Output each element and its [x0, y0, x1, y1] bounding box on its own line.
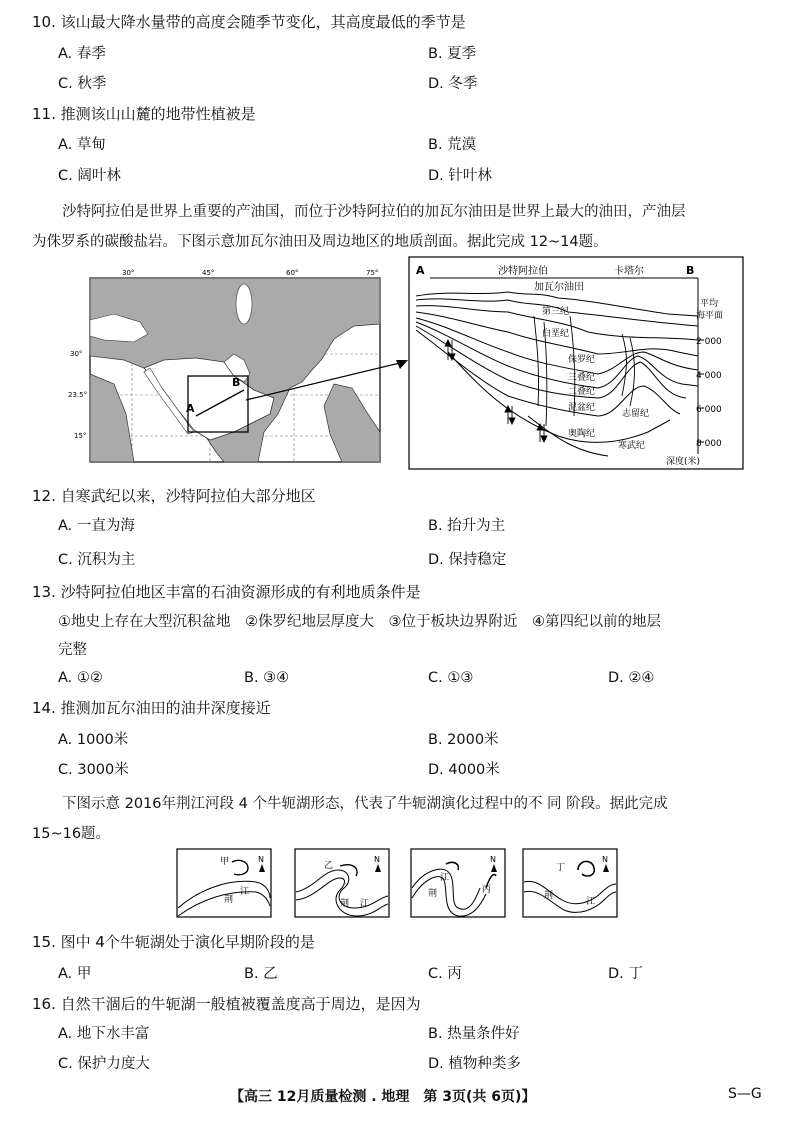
layer-label-cambrian: 寒武纪: [618, 441, 646, 451]
question-11-stem: 11. 推测该山山麓的地带性植被是: [32, 105, 256, 123]
q11-option-a[interactable]: A. 草甸: [58, 137, 106, 153]
lake-label-ding: 丁: [556, 863, 566, 873]
lon-label-45: 45°: [202, 269, 215, 277]
sea-level-label-1: 平均: [700, 299, 719, 309]
intro2-paragraph-line2: 15~16题。: [32, 826, 111, 842]
layer-label-cretaceous: 白垩纪: [542, 329, 570, 339]
q12-option-b[interactable]: B. 抬升为主: [428, 518, 506, 534]
q11-option-c[interactable]: C. 阔叶林: [58, 168, 121, 184]
layer-label-triassic: 三叠纪: [568, 373, 596, 383]
q15-option-d[interactable]: D. 丁: [608, 966, 643, 982]
section-label-saudi: 沙特阿拉伯: [498, 266, 548, 277]
section-label-b: B: [686, 264, 695, 277]
zoom-arrow: [246, 356, 410, 410]
layer-label-permian: 二叠纪: [568, 387, 596, 397]
layer-label-devonian: 泥盆纪: [568, 403, 596, 413]
river-label-jiang-1: 江: [240, 887, 250, 897]
q10-option-a[interactable]: A. 春季: [58, 46, 106, 62]
lat-label-23-5: 23.5°: [68, 391, 88, 399]
intro2-paragraph-line1: 下图示意 2016年荆江河段 4 个牛轭湖形态，代表了牛轭湖演化过程中的不 同 阶段。据此完成: [62, 796, 668, 812]
section-label-field: 加瓦尔油田: [534, 282, 584, 293]
q14-option-c[interactable]: C. 3000米: [58, 762, 129, 778]
map-label-b: B: [232, 376, 241, 389]
north-label-2: N: [374, 855, 380, 864]
q12-option-c[interactable]: C. 沉积为主: [58, 552, 136, 568]
q16-option-d[interactable]: D. 植物种类多: [428, 1056, 521, 1072]
lat-label-15: 15°: [74, 432, 87, 440]
intro-paragraph-line1: 沙特阿拉伯是世界上重要的产油国，而位于沙特阿拉伯的加瓦尔油田是世界上最大的油田，产油层: [62, 204, 686, 220]
q13-option-d[interactable]: D. ②④: [608, 670, 655, 686]
geological-section: [408, 256, 744, 470]
question-14-stem: 14. 推测加瓦尔油田的油井深度接近: [32, 699, 271, 717]
q10-option-c[interactable]: C. 秋季: [58, 76, 107, 92]
q13-statements-line1: ①地史上存在大型沉积盆地 ②侏罗纪地层厚度大 ③位于板块边界附近 ④第四纪以前的地层: [58, 614, 661, 630]
oxbow-panel-jia: [176, 848, 272, 918]
q14-option-d[interactable]: D. 4000米: [428, 762, 500, 778]
q11-option-b[interactable]: B. 荒漠: [428, 137, 477, 153]
question-12-stem: 12. 自寒武纪以来，沙特阿拉伯大部分地区: [32, 487, 316, 505]
q12-option-d[interactable]: D. 保持稳定: [428, 552, 507, 568]
q13-option-c[interactable]: C. ①③: [428, 670, 474, 686]
layer-label-ordovician: 奥陶纪: [568, 429, 596, 439]
river-label-jiang-3: 江: [440, 873, 450, 883]
intro-paragraph-line2: 为侏罗系的碳酸盐岩。下图示意加瓦尔油田及周边地区的地质剖面。据此完成 12~14题。: [32, 234, 608, 250]
lon-label-75: 75°: [366, 269, 379, 277]
q13-option-b[interactable]: B. ③④: [244, 670, 290, 686]
q14-option-b[interactable]: B. 2000米: [428, 732, 499, 748]
north-label-4: N: [602, 855, 608, 864]
river-label-jing-1: 荆: [224, 895, 234, 905]
lon-label-30: 30°: [122, 269, 135, 277]
depth-tick-6000: 6 000: [696, 405, 722, 415]
page-footer: 【高三 12月质量检测 . 地理 第 3页(共 6页)】: [230, 1089, 536, 1105]
oxbow-panel-bing: [410, 848, 506, 918]
q15-option-c[interactable]: C. 丙: [428, 966, 462, 982]
depth-tick-8000: 8 000: [696, 439, 722, 449]
lon-label-60: 60°: [286, 269, 299, 277]
depth-tick-2000: 2 000: [696, 337, 722, 347]
q11-option-d[interactable]: D. 针叶林: [428, 168, 492, 184]
question-15-stem: 15. 图中 4个牛轭湖处于演化早期阶段的是: [32, 933, 315, 951]
river-label-jing-2: 荆: [340, 899, 350, 909]
layer-label-silurian: 志留纪: [622, 409, 650, 419]
river-label-jing-4: 荆: [544, 891, 554, 901]
depth-axis-label: 深度(米): [666, 457, 701, 467]
lake-label-jia: 甲: [220, 857, 230, 867]
river-label-jing-3: 荆: [428, 889, 438, 899]
paper-code: S—G: [728, 1086, 762, 1102]
lat-label-30: 30°: [70, 350, 83, 358]
q15-option-b[interactable]: B. 乙: [244, 966, 278, 982]
river-label-jiang-4: 江: [586, 897, 596, 907]
q14-option-a[interactable]: A. 1000米: [58, 732, 129, 748]
north-label-1: N: [258, 855, 264, 864]
sea-level-label-2: 海平面: [696, 311, 724, 321]
river-label-jiang-2: 江: [360, 899, 370, 909]
q15-option-a[interactable]: A. 甲: [58, 966, 92, 982]
question-16-stem: 16. 自然干涸后的牛轭湖一般植被覆盖度高于周边，是因为: [32, 995, 421, 1013]
oxbow-panel-yi: [294, 848, 390, 918]
question-10-stem: 10. 该山最大降水量带的高度会随季节变化，其高度最低的季节是: [32, 13, 466, 31]
q10-option-d[interactable]: D. 冬季: [428, 76, 478, 92]
lake-label-yi: 乙: [324, 861, 334, 871]
q10-option-b[interactable]: B. 夏季: [428, 46, 477, 62]
layer-label-tertiary: 第三纪: [542, 307, 570, 317]
lake-label-bing: 丙: [482, 885, 492, 895]
map-label-a: A: [186, 402, 195, 415]
q16-option-a[interactable]: A. 地下水丰富: [58, 1026, 150, 1042]
north-label-3: N: [490, 855, 496, 864]
section-label-qatar: 卡塔尔: [614, 266, 644, 277]
oxbow-panel-ding: [522, 848, 618, 918]
layer-label-jurassic: 侏罗纪: [568, 355, 596, 365]
section-label-a: A: [416, 264, 425, 277]
q12-option-a[interactable]: A. 一直为海: [58, 518, 135, 534]
q13-statements-line2: 完整: [58, 642, 87, 658]
question-13-stem: 13. 沙特阿拉伯地区丰富的石油资源形成的有利地质条件是: [32, 583, 421, 601]
q16-option-c[interactable]: C. 保护力度大: [58, 1056, 150, 1072]
depth-tick-4000: 4 000: [696, 371, 722, 381]
q16-option-b[interactable]: B. 热量条件好: [428, 1026, 520, 1042]
q13-option-a[interactable]: A. ①②: [58, 670, 103, 686]
